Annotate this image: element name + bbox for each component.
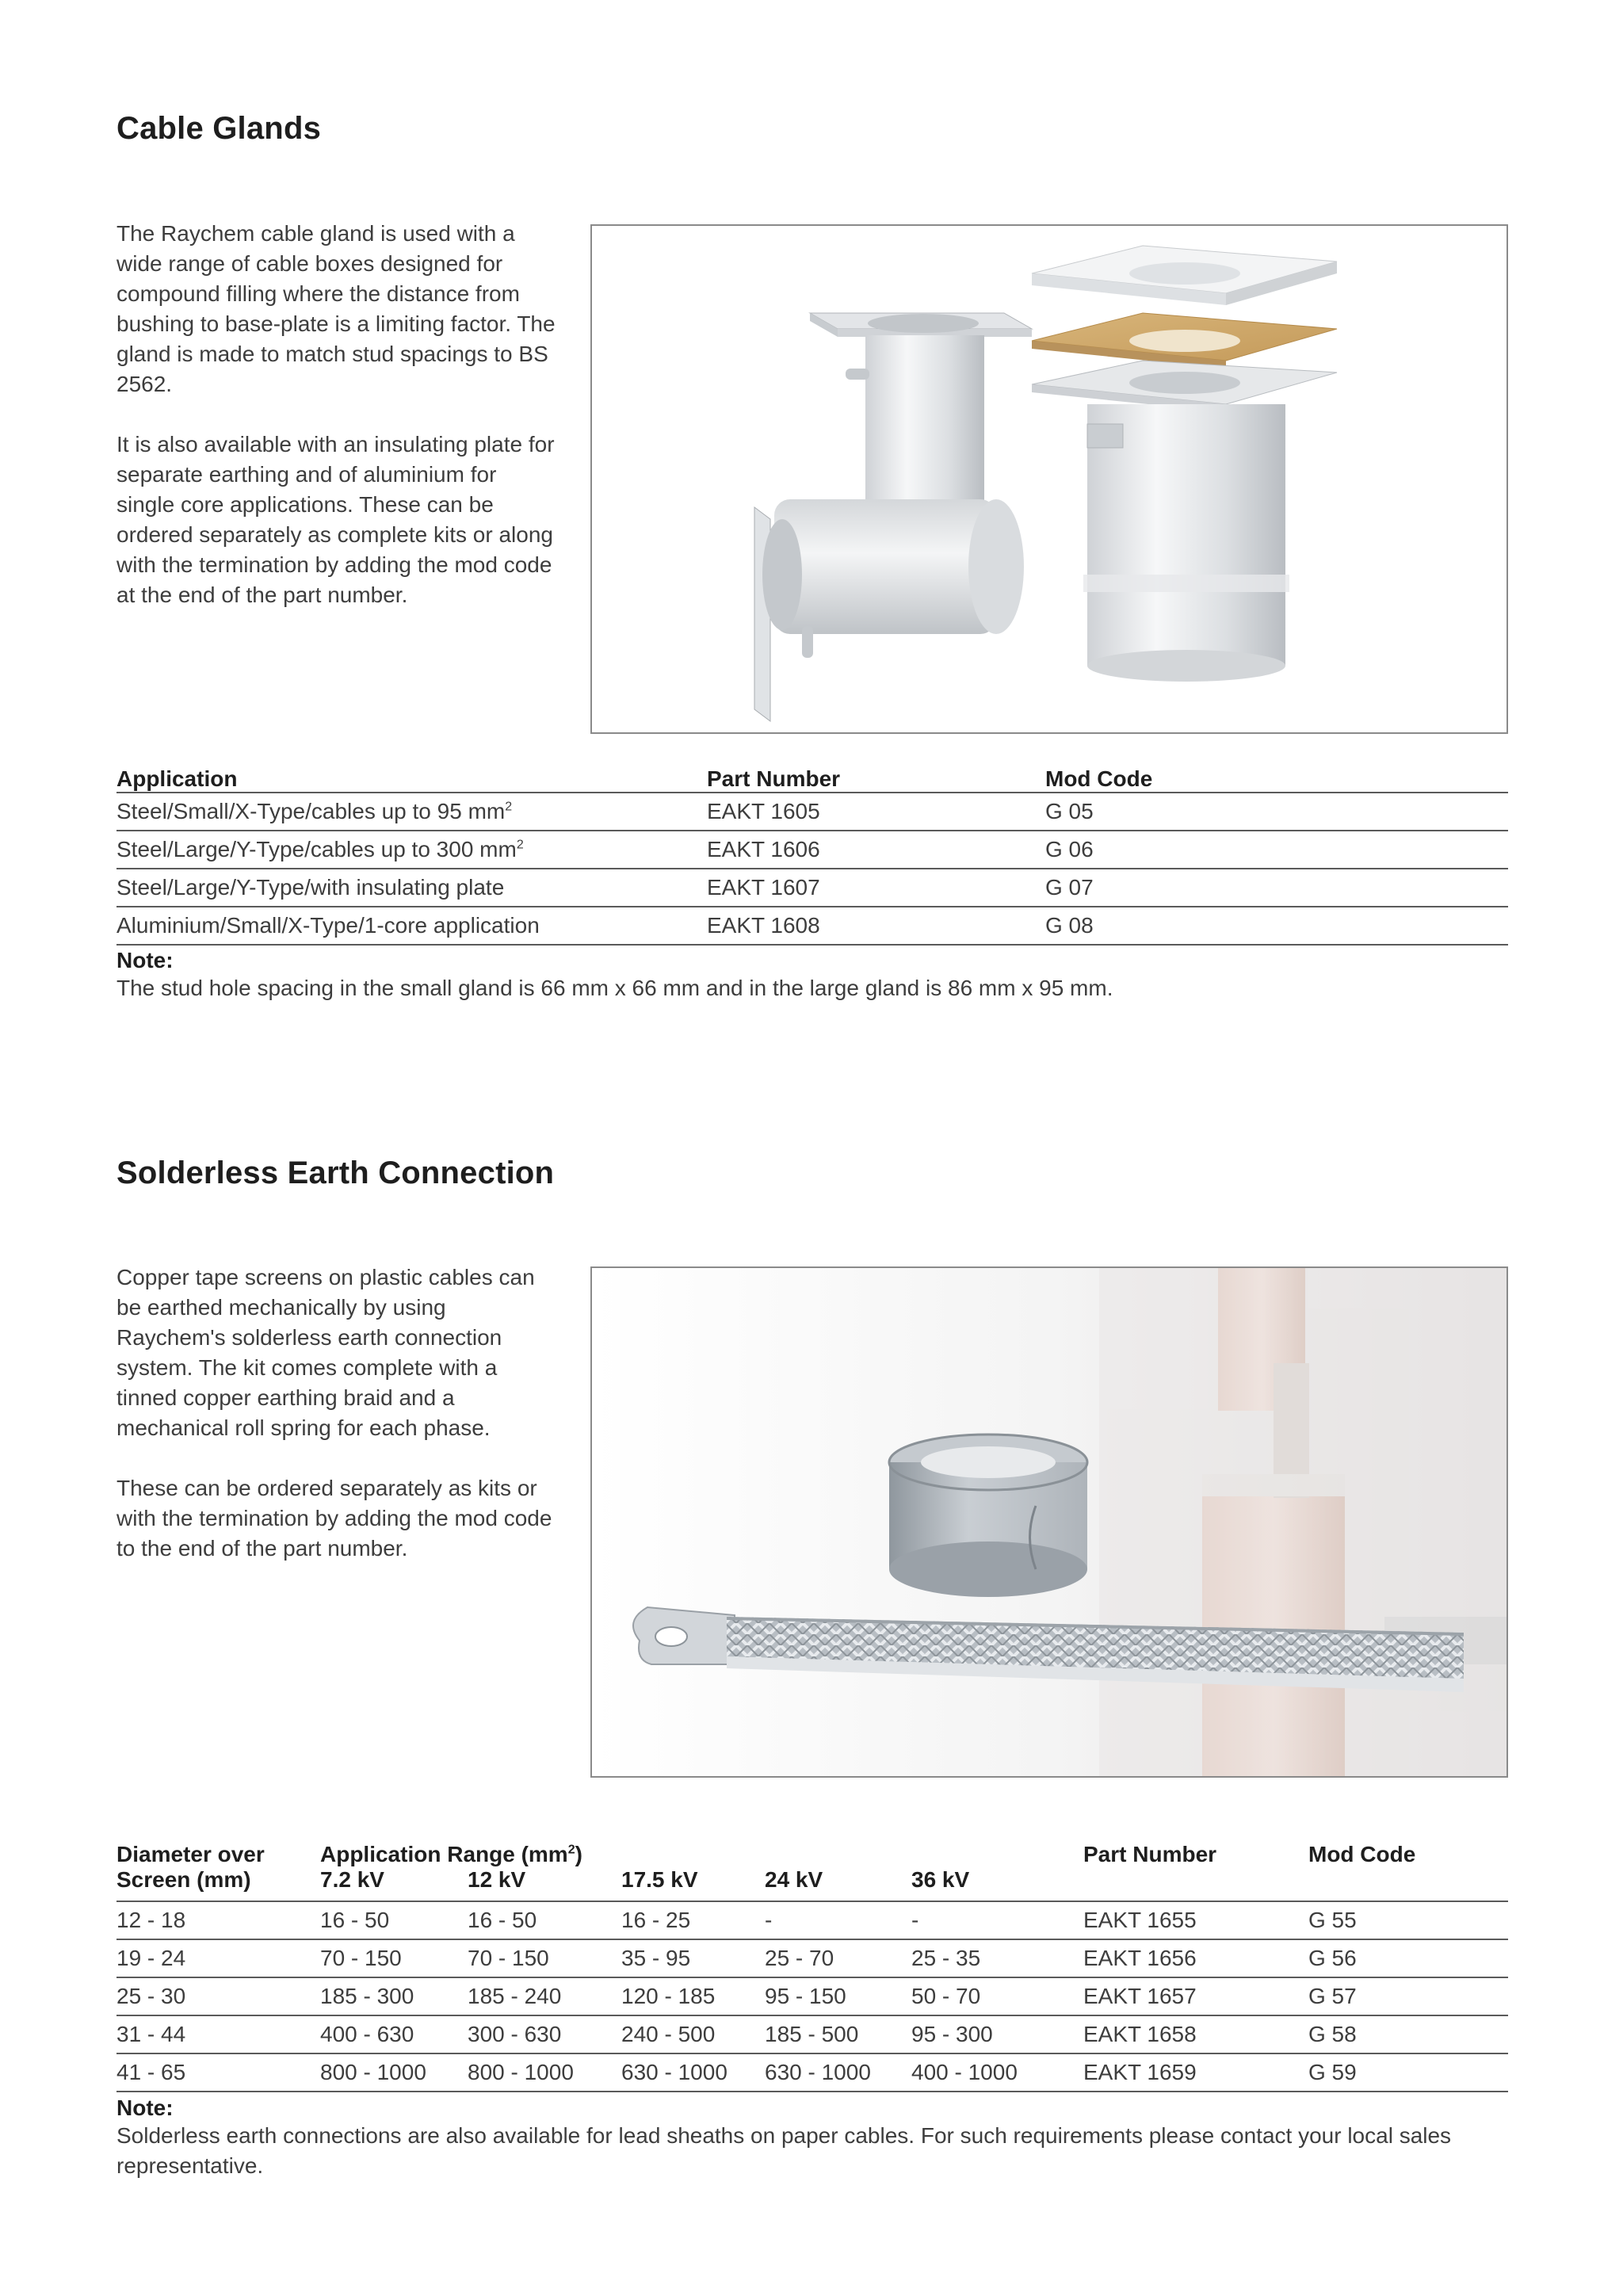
roll-spring [889, 1435, 1087, 1597]
cell-part-number: EAKT 1606 [707, 831, 1045, 869]
cable-glands-paragraph-2: It is also available with an insulating plate for separate earthing and of aluminium for single core applications. These can be ordered separately as complete kits or along with the termination by adding the mod code at the end of the part number. [116, 432, 555, 607]
header-application-range: Application Range $(mm^2)$ [320, 1842, 582, 1866]
header-36kv: 36 kV [911, 1867, 970, 1892]
earth-paragraph-1: Copper tape screens on plastic cables can be earthed mechanically by using Raychem's solderless earth connection system. The kit comes complete with a tinned copper earthing braid and a mechanical roll spring for each phase. [116, 1265, 535, 1440]
earth-table-header-1 [116, 1837, 1508, 1867]
note-text: The stud hole spacing in the small gland is 66 mm x 66 mm and in the large gland is 86 mm x 95 mm. [116, 976, 1113, 1000]
cable-glands-note [116, 948, 1508, 1003]
cell-17-5kv: 16 - 25 [621, 1901, 765, 1939]
table-row [116, 1901, 1508, 1939]
background-cable-photo [1099, 1268, 1507, 1776]
cell-mod-code: G 59 [1308, 2053, 1508, 2092]
cell-24kv: 25 - 70 [765, 1939, 911, 1977]
header-12kv: 12 kV [468, 1867, 526, 1892]
table-row [116, 793, 1508, 831]
cell-mod-code: G 58 [1308, 2015, 1508, 2053]
header-application: Application [116, 766, 238, 791]
earth-connection-illustration [592, 1268, 1507, 1776]
cell-12kv: 70 - 150 [468, 1939, 621, 1977]
cell-mod-code: G 05 [1045, 793, 1508, 831]
earth-connection-note [116, 2095, 1508, 2181]
cell-part-number: EAKT 1658 [1083, 2015, 1308, 2053]
cell-mod-code: G 06 [1045, 831, 1508, 869]
cable-glands-description [116, 219, 560, 640]
table-row [116, 2053, 1508, 2092]
table-row [116, 1939, 1508, 1977]
note-label: Note: [116, 2095, 174, 2120]
cell-36kv: 25 - 35 [911, 1939, 1083, 1977]
header-24kv: 24 kV [765, 1867, 823, 1892]
large-gland [1032, 246, 1337, 682]
cell-12kv: 16 - 50 [468, 1901, 621, 1939]
cell-part-number: EAKT 1659 [1083, 2053, 1308, 2092]
cell-mod-code: G 55 [1308, 1901, 1508, 1939]
earth-description [116, 1263, 560, 1594]
cell-24kv: 95 - 150 [765, 1977, 911, 2015]
cell-part-number: EAKT 1607 [707, 869, 1045, 907]
header-17-5kv: 17.5 kV [621, 1867, 698, 1892]
cell-diameter: 25 - 30 [116, 1977, 320, 2015]
cell-mod-code: G 07 [1045, 869, 1508, 907]
cell-application: Steel/Large/Y-Type/cables up to 300 $mm^2$ [116, 831, 707, 869]
cell-part-number: EAKT 1605 [707, 793, 1045, 831]
cell-mod-code: G 56 [1308, 1939, 1508, 1977]
cell-part-number: EAKT 1655 [1083, 1901, 1308, 1939]
cable-glands-figure [590, 224, 1508, 734]
cable-glands-paragraph-1: The Raychem cable gland is used with a wide range of cable boxes designed for compound filling where the distance from bushing to base-plate is a limiting factor. The gland is made to match stud spacings to BS 2562. [116, 221, 556, 396]
table-row [116, 907, 1508, 945]
cell-7-2kv: 16 - 50 [320, 1901, 468, 1939]
cell-7-2kv: 400 - 630 [320, 2015, 468, 2053]
note-label: Note: [116, 948, 174, 972]
earth-connection-figure [590, 1266, 1508, 1778]
earth-paragraph-2: These can be ordered separately as kits or with the termination by adding the mod code to the end of the part number. [116, 1476, 552, 1561]
cell-17-5kv: 630 - 1000 [621, 2053, 765, 2092]
cell-diameter: 31 - 44 [116, 2015, 320, 2053]
cell-36kv: 400 - 1000 [911, 2053, 1083, 2092]
cell-36kv: 50 - 70 [911, 1977, 1083, 2015]
cell-diameter: 12 - 18 [116, 1901, 320, 1939]
cell-part-number: EAKT 1657 [1083, 1977, 1308, 2015]
header-diameter-line2: Screen (mm) [116, 1867, 251, 1892]
earth-connection-table [116, 1837, 1508, 2092]
cell-7-2kv: 800 - 1000 [320, 2053, 468, 2092]
table-row [116, 831, 1508, 869]
note-text: Solderless earth connections are also available for lead sheaths on paper cables. For such requirements please contact your local sales representative. [116, 2123, 1452, 2178]
cell-36kv: - [911, 1901, 1083, 1939]
small-gland-horizontal [754, 499, 1024, 721]
cell-mod-code: G 57 [1308, 1977, 1508, 2015]
table-row [116, 869, 1508, 907]
header-mod-code: Mod Code [1308, 1842, 1416, 1866]
cell-application: Aluminium/Small/X-Type/1-core application [116, 907, 707, 945]
cell-12kv: 300 - 630 [468, 2015, 621, 2053]
cell-36kv: 95 - 300 [911, 2015, 1083, 2053]
header-diameter-line1: Diameter over [116, 1842, 265, 1866]
cell-7-2kv: 70 - 150 [320, 1939, 468, 1977]
section-title-cable-glands: Cable Glands [116, 111, 322, 146]
cell-7-2kv: 185 - 300 [320, 1977, 468, 2015]
cell-17-5kv: 240 - 500 [621, 2015, 765, 2053]
header-7-2kv: 7.2 kV [320, 1867, 384, 1892]
header-part-number: Part Number [1083, 1842, 1217, 1866]
cell-application: Steel/Small/X-Type/cables up to 95 $mm^2$ [116, 793, 707, 831]
cell-12kv: 800 - 1000 [468, 2053, 621, 2092]
header-part-number: Part Number [707, 766, 841, 791]
cell-12kv: 185 - 240 [468, 1977, 621, 2015]
cell-application: Steel/Large/Y-Type/with insulating plate [116, 869, 707, 907]
cable-glands-table-header [116, 756, 1508, 793]
table-row [116, 2015, 1508, 2053]
section-title-solderless-earth: Solderless Earth Connection [116, 1156, 555, 1190]
cell-diameter: 19 - 24 [116, 1939, 320, 1977]
table-row [116, 1977, 1508, 2015]
cell-part-number: EAKT 1656 [1083, 1939, 1308, 1977]
header-mod-code: Mod Code [1045, 766, 1153, 791]
cell-24kv: 185 - 500 [765, 2015, 911, 2053]
cell-24kv: 630 - 1000 [765, 2053, 911, 2092]
cell-17-5kv: 35 - 95 [621, 1939, 765, 1977]
cell-17-5kv: 120 - 185 [621, 1977, 765, 2015]
earth-table-header-2 [116, 1867, 1508, 1901]
cell-diameter: 41 - 65 [116, 2053, 320, 2092]
cell-mod-code: G 08 [1045, 907, 1508, 945]
cell-24kv: - [765, 1901, 911, 1939]
cable-glands-table [116, 756, 1508, 946]
cell-part-number: EAKT 1608 [707, 907, 1045, 945]
cable-gland-illustration [592, 226, 1507, 732]
